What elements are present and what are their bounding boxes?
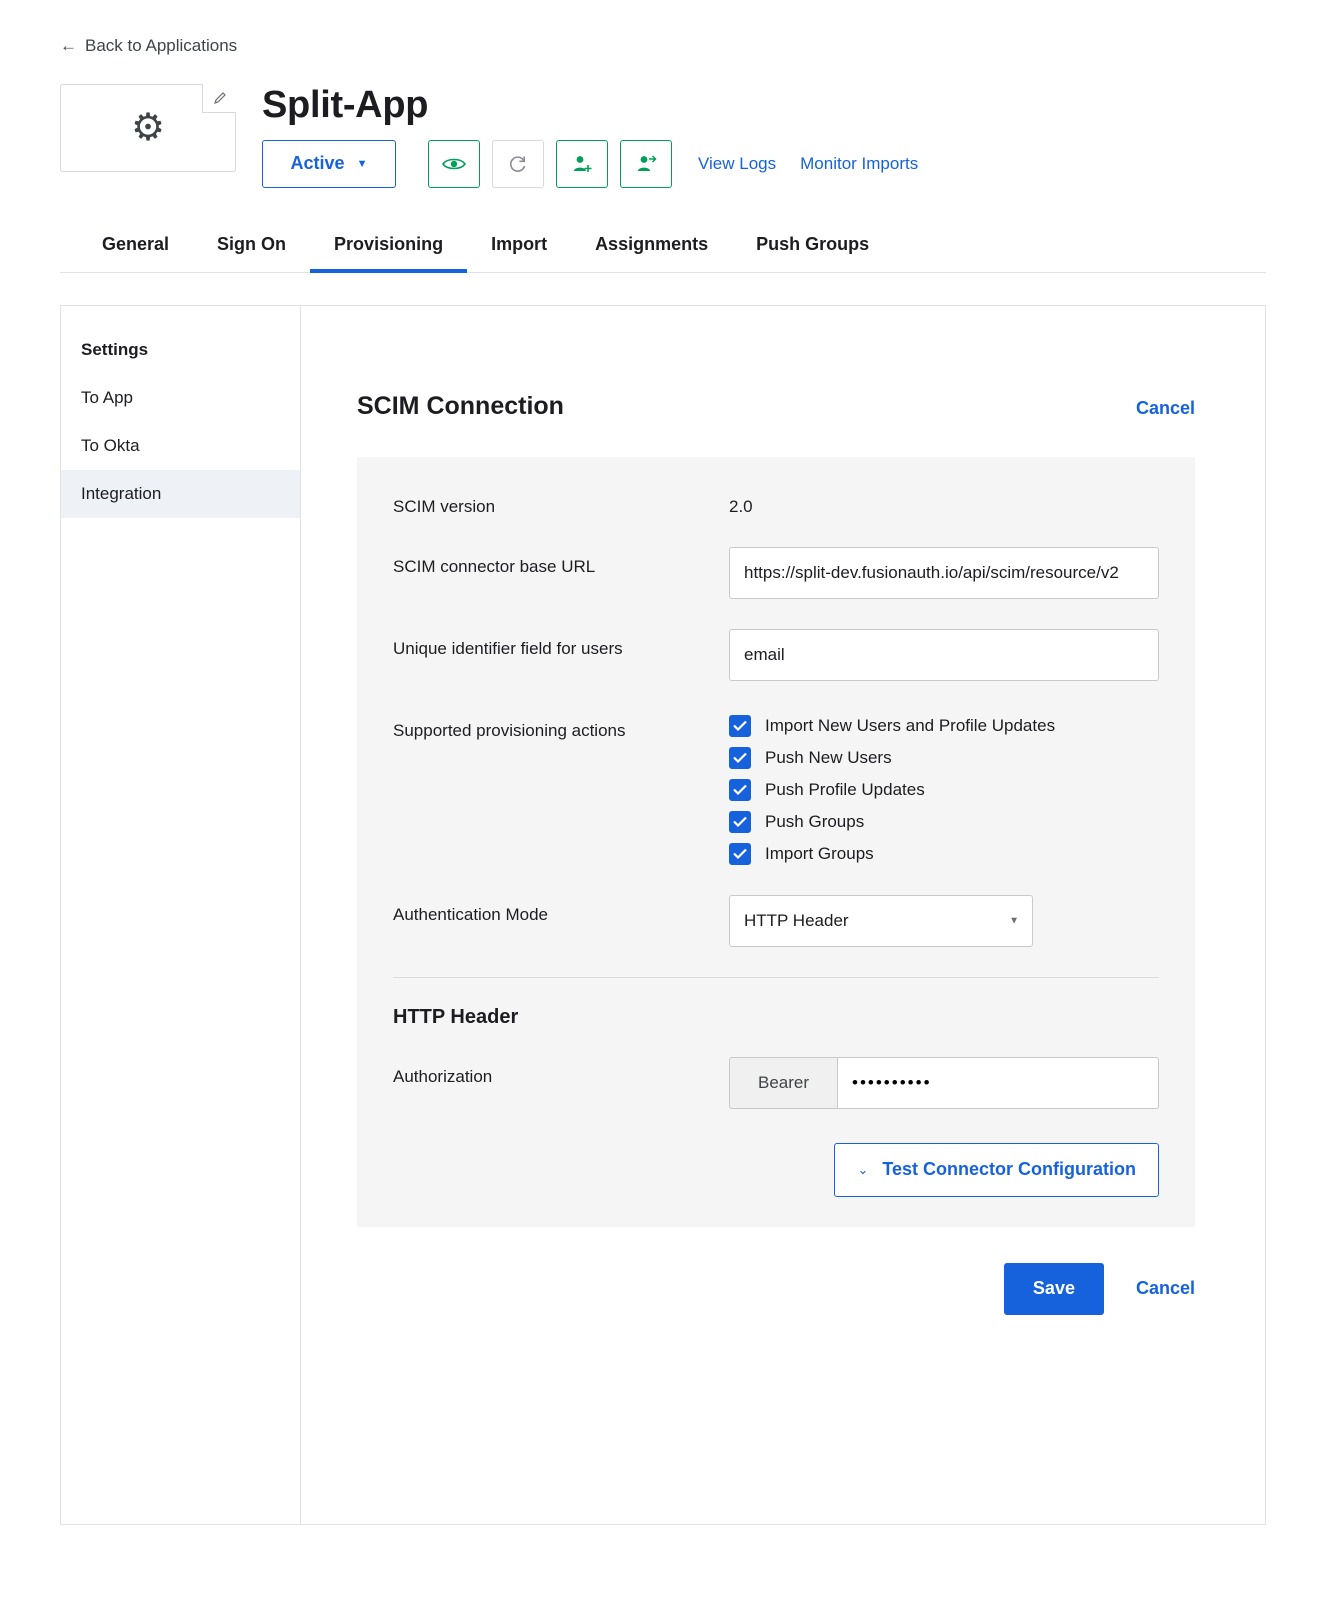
scim-version-label: SCIM version	[393, 496, 496, 516]
check-icon	[733, 848, 747, 859]
sidebar-item-settings: Settings	[81, 339, 149, 359]
tab-push-groups[interactable]: Push Groups	[756, 233, 870, 254]
checkbox-push-new-users[interactable]	[729, 747, 751, 769]
app-controls	[262, 140, 918, 188]
scim-version-value: 2.0	[729, 496, 753, 516]
view-logs-link[interactable]: View Logs	[698, 153, 777, 173]
provisioning-actions-list	[729, 711, 1159, 865]
cancel-button[interactable]: Cancel	[1135, 1278, 1195, 1299]
person-arrow-icon	[635, 153, 657, 175]
scim-form	[357, 457, 1195, 1227]
provisioning-panel	[60, 305, 1266, 1525]
chevron-down-icon: ▼	[1009, 915, 1019, 927]
edit-logo-button[interactable]	[202, 84, 236, 113]
unique-identifier-label: Unique identifier field for users	[393, 638, 623, 658]
check-icon	[733, 784, 747, 795]
header-links	[698, 154, 918, 174]
authorization-row	[357, 1057, 1159, 1109]
checkbox-label: Push Groups	[765, 811, 865, 831]
checkbox-import-groups[interactable]	[729, 843, 751, 865]
unique-identifier-row	[357, 629, 1159, 681]
check-icon	[733, 752, 747, 763]
app-tabs	[60, 234, 1266, 273]
authentication-mode-row	[357, 895, 1159, 947]
tab-sign-on[interactable]: Sign On	[217, 233, 287, 254]
base-url-label: SCIM connector base URL	[393, 556, 596, 576]
chevron-down-icon: ⌄	[857, 1161, 869, 1177]
tab-provisioning[interactable]: Provisioning	[310, 234, 467, 273]
scim-connection-content	[301, 306, 1265, 1524]
app-header	[60, 84, 1266, 188]
arrow-left-icon: ←	[60, 36, 77, 55]
back-to-applications-label: Back to Applications	[85, 36, 238, 55]
tab-assignments[interactable]: Assignments	[595, 233, 709, 254]
authentication-mode-select[interactable]	[729, 895, 1033, 947]
sidebar-item-to-okta[interactable]: To Okta	[81, 435, 140, 455]
test-connector-configuration-button[interactable]	[834, 1143, 1159, 1197]
refresh-icon	[508, 154, 528, 174]
section-header	[357, 392, 1195, 421]
checkbox-row-import-new-users[interactable]	[729, 715, 1159, 737]
tab-general[interactable]: General	[102, 233, 170, 254]
app-status-value: Active	[290, 153, 345, 174]
monitor-imports-link[interactable]: Monitor Imports	[800, 153, 919, 173]
cancel-link-top[interactable]: Cancel	[1135, 397, 1195, 418]
checkbox-label: Push Profile Updates	[765, 779, 925, 799]
eye-icon	[442, 156, 466, 172]
checkbox-push-profile-updates[interactable]	[729, 779, 751, 801]
check-icon	[733, 816, 747, 827]
form-footer-actions	[357, 1263, 1195, 1315]
app-meta	[262, 84, 918, 188]
checkbox-push-groups[interactable]	[729, 811, 751, 833]
test-connector-row	[357, 1143, 1159, 1197]
app-logo-wrap	[60, 84, 236, 172]
preview-icon-button[interactable]	[428, 140, 480, 188]
sidebar-item-integration[interactable]: Integration	[61, 470, 300, 518]
authorization-token-input[interactable]	[837, 1057, 1159, 1109]
provisioning-actions-label: Supported provisioning actions	[393, 720, 626, 740]
http-header-title: HTTP Header	[393, 1005, 519, 1028]
test-connector-label: Test Connector Configuration	[882, 1159, 1136, 1180]
base-url-input[interactable]	[729, 547, 1159, 599]
back-to-applications-link[interactable]	[60, 36, 237, 56]
checkbox-label: Import Groups	[765, 843, 874, 863]
sidebar-item-to-app[interactable]: To App	[81, 387, 133, 407]
settings-side-nav	[61, 306, 301, 1524]
checkbox-row-push-groups[interactable]	[729, 811, 1159, 833]
checkbox-row-import-groups[interactable]	[729, 843, 1159, 865]
scim-connection-title: SCIM Connection	[357, 391, 564, 420]
provisioning-actions-row	[357, 711, 1159, 865]
unique-identifier-input[interactable]	[729, 629, 1159, 681]
chevron-down-icon: ▼	[356, 157, 368, 170]
checkbox-row-push-new-users[interactable]	[729, 747, 1159, 769]
assign-user-icon-button[interactable]	[556, 140, 608, 188]
authorization-prefix: Bearer	[729, 1057, 837, 1109]
refresh-icon-button[interactable]	[492, 140, 544, 188]
checkbox-row-push-profile-updates[interactable]	[729, 779, 1159, 801]
person-add-icon	[571, 153, 593, 175]
authentication-mode-label: Authentication Mode	[393, 904, 548, 924]
gear-icon: ⚙	[130, 107, 166, 149]
authorization-label: Authorization	[393, 1066, 493, 1086]
checkbox-label: Import New Users and Profile Updates	[765, 715, 1056, 735]
scim-version-row	[357, 487, 1159, 517]
tab-import[interactable]: Import	[491, 233, 548, 254]
check-icon	[733, 720, 747, 731]
app-status-dropdown[interactable]	[262, 140, 396, 188]
convert-user-icon-button[interactable]	[620, 140, 672, 188]
form-divider	[393, 977, 1159, 978]
checkbox-import-new-users[interactable]	[729, 715, 751, 737]
pencil-icon	[213, 91, 227, 105]
checkbox-label: Push New Users	[765, 747, 892, 767]
save-button[interactable]: Save	[1004, 1263, 1104, 1315]
page-title: Split-App	[262, 84, 429, 126]
base-url-row	[357, 547, 1159, 599]
